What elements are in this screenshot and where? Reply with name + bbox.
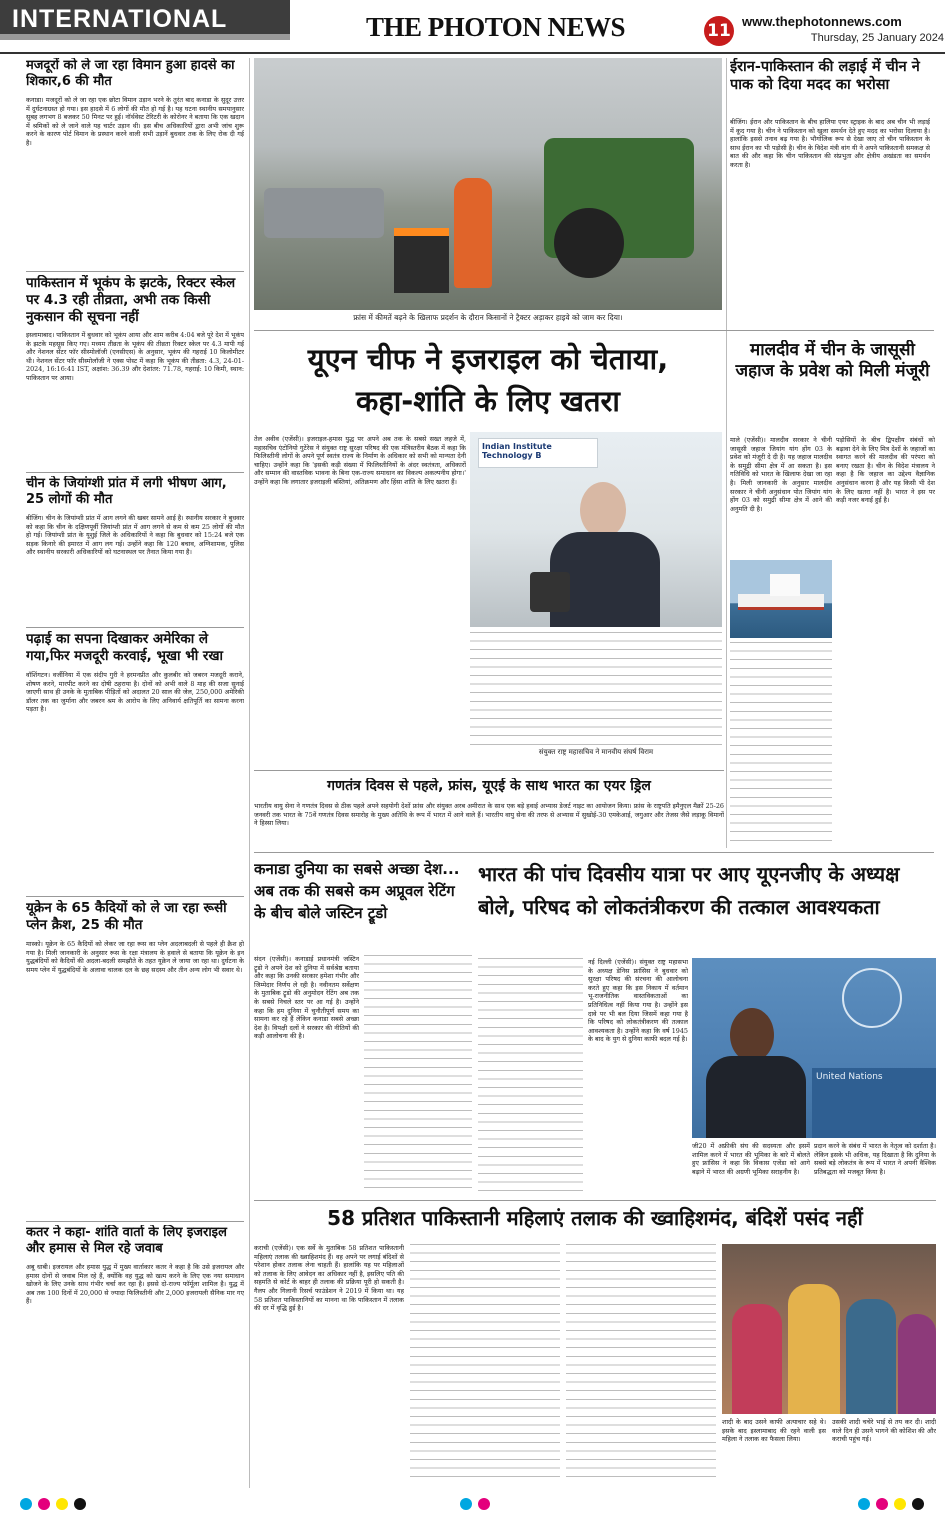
column-divider	[726, 338, 727, 848]
article-qatar-headline: कतर ने कहा- शांति वार्ता के लिए इजराइल और हमास से मिल रहे जवाब	[26, 1225, 227, 1257]
un-headline-line1: भारत की पांच दिवसीय यात्रा पर आए यूएनजीए के अध्यक्ष	[478, 862, 900, 886]
website-link[interactable]: www.thephotonnews.com	[742, 14, 902, 29]
speaker-head	[580, 482, 626, 538]
crowd-figure	[846, 1299, 896, 1414]
divider	[254, 330, 934, 331]
maldives-body-b: पड़ोसियों के बीच द्विपक्षीय संबंधों को बढ़ावा देने के लिए मित्र देशों के जहाजों का स्वागत करने की मालदीव की परंपरा को बनाए रखता है। चीन के विदेश मंत्रालय ने कहा है कि जहाज का उद्देश्य वैज्ञानिक अनुसंधान करना है और यह किसी भी देश के लिए खतरा नहीं है। भारत ने इस पर कड़ी नजर बनाई हुई है।	[836, 436, 935, 505]
column-divider	[249, 58, 250, 1488]
ship-hull	[738, 594, 824, 610]
registration-mark	[74, 1498, 86, 1510]
article-china-fire-body: बीजिंग। चीन के जियांग्शी प्रांत में आग लगने की खबर सामने आई है। स्थानीय सरकार ने बुधवार को कहा कि चीन के दक्षिणपूर्वी जियांग्शी प्रांत में आग लगने से कम से कम 25 लोगों की मौत हो गई। जियांग्शी प्रांत के यूशुई जिले के अधिकारियों ने कहा कि बुधवार को 15:24 बजे एक सड़क किनारे की इमारत में आग लग गई। उन्होंने कहा कि 120 बचाव, अग्निशामक, पुलिस और स्थानीय सरकारी अधिकारियों को घटनास्थल पर तैनात किया गया है।	[26, 514, 244, 557]
page-number-badge	[704, 16, 734, 46]
article-qatar-body: अबू धाबी। इजरायल और हमास युद्ध में मुख्य वार्ताकार कतर ने कहा है कि उसे इजरायल और हमास दोनों से जवाब मिल रहे हैं, क्योंकि वह युद्ध को खत्म करने के लिए एक नया समाधान खोजने के लिए उनके साथ गंभीर चर्चा कर रहा है। इससे दो-राज्य फॉर्मूला शामिल है। युद्ध में अब तक 100 दिनों में 20,000 से ज्यादा फिलिस्तीनी और 2,000 इजरायली सैनिक मार गए हैं।	[26, 1263, 244, 1306]
divider	[26, 271, 244, 272]
pak-women-body-lines	[410, 1244, 560, 1484]
article-russia-plane-body: मास्को। यूक्रेन के 65 कैदियों को लेकर जा रहा रूस का प्लेन अदलाबदली से पहले ही क्रैश हो गया है। मिली जानकारी के अनुसार रूस के रक्षा मंत्रालय के हवाले से बताया कि यूक्रेन के इन युद्धबंदियों को कैदियों की अदला-बदली समझौते के तहत यूक्रेन ले जाया जा रहा था। दुर्घटना के समय प्लेन में युद्धबंदियों के अलावा चालक दल के छह सदस्य और तीन अन्य लोग भी सवार थे।	[26, 940, 244, 974]
masthead-title: THE PHOTON NEWS	[366, 12, 626, 42]
pak-women-body-lines-2	[566, 1244, 716, 1484]
farmers-protest-caption: फ्रांस में कीमतें बढ़ने के खिलाफ प्रदर्शन के दौरान किसानों ने ट्रैक्टर अड़ाकर हाइवे को जाम कर दिया।	[353, 313, 623, 322]
protester-figure	[454, 178, 492, 288]
un-body-col1-lines	[478, 958, 583, 1195]
maldives-body-lines	[730, 642, 832, 842]
article-pak-quake-headline: पाकिस्तान में भूकंप के झटके, रिक्टर स्केल पर 4.3 रही तीव्रता, अभी तक किसी नुकसान की सूचना नहीं	[26, 275, 236, 325]
pakistani-women-photo	[722, 1244, 936, 1414]
article-pak-quake-body: इस्लामाबाद। पाकिस्तान में बुधवार को भूकंप आया और शाम करीब 4:04 बजे पूरे देश में भूकंप के झटके महसूस किए गए। मध्यम तीव्रता के भूकंप की तीव्रता रिक्टर स्केल पर 4.3 मापी गई और नेशनल सेंटर फॉर सीस्मोलॉजी (एनसीएस) के अनुसार, भूकंप की गहराई 10 किलोमीटर थी। नेशनल सेंटर फॉर सीस्मोलॉजी ने एक्स पोस्ट में कहा कि भूकंप की तीव्रता: 4.3, 24-01-2024, 16:16:41 IST, अक्षांश: 36.39 और देशांतर: 71.78, गहराई: 10 किमी, स्थान: पाकिस्तान पर आया।	[26, 331, 244, 382]
maldives-body-a: माले (एजेंसी)। मालदीव सरकार ने चीनी जासूसी जहाज जियांग यांग होंग 03 के प्रवेश को मंजूरी दे दी है। यह जहाज मालदीव के समुद्री सीमा क्षेत्र में आ सकता है। इस गतिविधि को भारत के खिलाफ देखा जा रहा है। मिली जानकारी के अनुसार मालदीव सरकार ने चीनी अनुसंधान पोत जियांग यांग होंग 03 को समुद्री सीमा क्षेत्र में आने की अनुमति दी है।	[730, 436, 832, 513]
print-registration-bar	[0, 1492, 945, 1516]
divider	[26, 896, 244, 897]
issue-date: Thursday, 25 January 2024	[810, 32, 944, 44]
podium-text: United Nations	[816, 1072, 883, 1082]
canada-headline-line2: अब तक की सबसे कम अप्रूवल रेटिंग	[254, 882, 455, 900]
air-drill-body: भारतीय वायु सेना ने गणतंत्र दिवस से ठीक पहले अपने सहयोगी देशों फ्रांस और संयुक्त अरब अमीरात के साथ एक बड़े हवाई अभ्यास डेजर्ट नाइट का आयोजन किया। फ्रांस के राष्ट्रपति इमैनुएल मैक्रों 25-26 जनवरी तक भारत के 75वें गणतंत्र दिवस समारोह के मुख्य अतिथि के रूप में भारत में आने वाले हैं। भारतीय वायु सेना की तरफ से अभ्यास में सुखोई-30 एमकेआई, जगुआर और तेजस जैसे लड़ाकू विमानों ने हिस्सा लिया।	[254, 802, 724, 828]
lead-headline-line1: यूएन चीफ ने इजराइल को चेताया,	[307, 342, 669, 376]
un-headline-line2: बोले, परिषद को लोकतंत्रीकरण की तत्काल आवश्यकता	[478, 895, 880, 919]
lead-headline	[254, 338, 722, 428]
divider	[254, 852, 934, 853]
banner-text: Indian Institute Technology B	[482, 442, 552, 460]
lead-headline-line2: कहा-शांति के लिए खतरा	[356, 384, 620, 418]
section-label: INTERNATIONAL	[12, 5, 228, 33]
un-president-headline	[478, 858, 936, 950]
article-china-fire-headline: चीन के जियांग्शी प्रांत में लगी भीषण आग, 25 लोगों की मौत	[26, 476, 227, 508]
canada-headline	[254, 858, 472, 948]
crowd-figure	[898, 1314, 936, 1414]
un-photo-caption: जी20 में अफ्रीकी संघ की सदस्यता और इसमें शामिल करने में भारत की भूमिका के बारे में बोलते हुए फ्रांसिस ने कहा कि विकास एजेंडा को आगे बढ़ाने में भारत की अग्रणी भूमिका सराहनीय है।	[692, 1142, 810, 1176]
lead-body-cont	[470, 632, 722, 762]
divider	[26, 472, 244, 473]
article-russia-plane-headline: यूक्रेन के 65 कैदियों को ले जा रहा रूसी प्लेन क्रैश, 25 की मौत	[26, 900, 227, 933]
iran-pak-china-headline: ईरान-पाकिस्तान की लड़ाई में चीन ने पाक को दिया मदद का भरोसा	[730, 59, 920, 94]
pak-women-body: कराची (एजेंसी)। एक सर्वे के मुताबिक 58 प्रतिशत पाकिस्तानी महिलाएं तलाक की ख्वाहिशमंद हैं। वह अपने पर लगाई बंदिशों से परेशान होकर तलाक लेना चाहती हैं। हालांकि यह पर महिलाओं को तलाक के लिए आवेदन का अधिकार नहीं है, इसलिए पति की सहमति से कोर्ट के बाहर ही तलाक की प्रक्रिया पूरी हो सकती है। गैलप और गिलानी रिसर्च फाउंडेशन ने 2019 में किया था। यह 58 प्रतिशत पाकिस्तानियों का मानना था कि पाकिस्तान में तलाक की दर में वृद्धि हुई है।	[254, 1244, 404, 1313]
guterres-caption: संयुक्त राष्ट्र महासचिव ने मानवीय संघर्ष विराम	[538, 748, 654, 756]
registration-mark	[38, 1498, 50, 1510]
registration-mark	[56, 1498, 68, 1510]
page-number: 11	[707, 21, 731, 41]
article-us-labour-body: वॉशिंगटन। वर्जीनिया में एक संदीप गुरी ने हरमनप्रीत और कुलबीर को जबरन मजदूरी कराने, शोषण करने, मारपीट करने का दोषी ठहराया है। दोनों को अभी वाले 8 माह की सजा सुनाई जाएगी साथ ही उनके के मुताबिक पीड़ितों को अदालत 20 साल की जेल, 250,000 अमेरिकी डॉलर तक का जुर्माना और जबरन श्रम के आरोप के लिए अनिवार्य क्षतिपूर्ति का सामना करना पड़ता है।	[26, 671, 244, 714]
canada-body-lines	[364, 955, 472, 1195]
registration-mark	[894, 1498, 906, 1510]
canada-headline-line3: के बीच बोले जस्टिन ट्रूडो	[254, 904, 388, 922]
speaker-suit	[706, 1056, 806, 1138]
parked-cars	[264, 188, 384, 238]
registration-mark	[20, 1498, 32, 1510]
institute-banner	[478, 438, 598, 468]
un-side-body: प्रदान करने के संबंध में भारत के नेतृत्व को दर्शाता है। लेकिन इसके भी अधिक, यह दिखाता है कि दुनिया के सबसे बड़े लोकतंत्र के रूप में भारत ने अपनी वैश्विक प्रतिबद्धता को मजबूत किया है।	[814, 1142, 936, 1176]
crowd-figure	[732, 1304, 782, 1414]
registration-mark	[858, 1498, 870, 1510]
microphone	[530, 572, 570, 612]
article-plane-crash-headline: मजदूरों को ले जा रहा विमान हुआ हादसे का शिकार,6 की मौत	[26, 58, 235, 90]
lead-body-text-lines	[470, 632, 722, 748]
iran-pak-china-body: बीजिंग। ईरान और पाकिस्तान के बीच हालिया एयर स्ट्राइक के बाद अब चीन भी लड़ाई में कूद गया है। चीन ने पाकिस्तान को खुला समर्थन देते हुए मदद का भरोसा दिलाया है। हालांकि इससे तनाव बढ़ गया है। भौगोलिक रूप से देखा जाए तो चीन पाकिस्तान के साथ ईरान का भी पड़ोसी है। चीन के विदेश मंत्री वांग यी ने अपने पाकिस्तानी समकक्ष से बात की और कहा कि चीन पाकिस्तान की संप्रभुता और क्षेत्रीय अखंडता का समर्थन करता है।	[730, 118, 930, 169]
registration-mark	[478, 1498, 490, 1510]
tractor-wheel	[554, 208, 624, 278]
un-president-photo	[692, 958, 936, 1138]
ship-tower	[770, 574, 800, 596]
divider	[26, 627, 244, 628]
header-rule	[0, 52, 945, 54]
section-banner	[0, 0, 290, 40]
chinese-ship-photo	[730, 560, 832, 638]
speaker-head	[730, 1008, 774, 1062]
divider	[254, 1200, 936, 1201]
pak-women-headline: 58 प्रतिशत पाकिस्तानी महिलाएं तलाक की ख्वाहिशमंद, बंदिशें पसंद नहीं	[327, 1206, 863, 1230]
guterres-photo	[470, 432, 722, 627]
un-president-body: नई दिल्ली (एजेंसी)। संयुक्त राष्ट्र महासभा के अध्यक्ष डेनिस फ्रांसिस ने बुधवार को सुरक्षा परिषद की संरचना की आलोचना करते हुए कहा कि इस निकाय में वर्तमान भू-राजनीतिक वास्तविकताओं का प्रतिनिधित्व नहीं किया गया है। उन्होंने इस दावे पर भी बल दिया जिसमें कहा गया है कि परिषद को लोकतंत्रीकरण की तत्काल आवश्यकता है। उन्होंने कहा कि वर्ष 1945 के बाद के युग से दुनिया काफी बदल गई है।	[588, 958, 688, 1044]
lead-body: तेल अवीव (एजेंसी)। इजराइल-हमास युद्ध पर अपने अब तक के सबसे सख्त लहजे में, महासचिव एंटोनियो गुटेरेस ने संयुक्त राष्ट्र सुरक्षा परिषद की एक मंत्रिस्तरीय बैठक में कहा कि फिलिस्तीनी लोगों के अपने पूर्ण स्वतंत्र राज्य के निर्माण के अधिकार को सभी को मान्यता देनी चाहिए। उन्होंने कहा कि 'इसकी कड़ी संख्या में फिलिस्तीनियों के अंदर स्वतंत्रता, अधिकारों और सम्मान की वास्तविक भावना के बिना एक-राज्य समाधान का विकल्प अकल्पनीय होगा।' उन्होंने कहा कि लगातार इजराइली बस्तियां, अतिक्रमण और हिंसा शांति के लिए खतरा हैं।	[254, 435, 466, 486]
crowd-figure	[788, 1284, 840, 1414]
air-drill-headline: गणतंत्र दिवस से पहले, फ्रांस, यूएई के साथ भारत का एयर ड्रिल	[327, 778, 651, 794]
divider	[26, 1221, 244, 1222]
burning-barrel	[394, 228, 449, 293]
pak-women-photo-caption: शादी के बाद उसने काफी अत्याचार सहे थे। इसके बाद इस्लामाबाद की रहने वाली इस महिला ने तलाक का फैसला लिया।	[722, 1418, 826, 1444]
un-podium	[812, 1068, 936, 1138]
masthead	[366, 12, 666, 44]
article-plane-crash-body: कनाडा। मजदूरों को ले जा रहा एक छोटा विमान उड़ान भरने के तुरंत बाद कनाडा के सुदूर उत्तर में दुर्घटनाग्रस्त हो गया। इस हादसे में 6 लोगों की मौत हो गई है। यह घटना स्थानीय समयानुसार सुबह लगभग 8 बजकर 50 मिनट पर हुई। नॉर्थवेस्ट टेरिटरी के कोरोनर ने बताया कि एक खदान में श्रमिकों को ले जाने वाले यह चार्टर उड़ान थी। इस बीच अधिकारियों द्वारा अभी जांच शुरू करने के कारण पोर्ट विमान के प्रस्थान करने वाली सभी उड़ानें बुधवार तक के लिए रोक दी गई है।	[26, 96, 244, 147]
farmers-protest-photo	[254, 58, 722, 310]
registration-mark	[460, 1498, 472, 1510]
maldives-headline: मालदीव में चीन के जासूसी जहाज के प्रवेश को मिली मंजूरी	[735, 340, 930, 382]
canada-body: संदन (एजेंसी)। कनाडाई प्रधानमंत्री जस्टिन ट्रूडो ने अपने देश को दुनिया में सर्वश्रेष्ठ बताया और कहा कि उनकी सरकार हमेशा गंभीर और जिम्मेदार निर्णय ले रही है। नवीनतम सर्वेक्षण के मुताबिक ट्रूडो की अनुमोदन रेटिंग अब तक के सबसे निचले स्तर पर आ गई है। उन्होंने कहा कि हम दुनिया में चुनौतीपूर्ण समय का सामना कर रहे हैं लेकिन कनाडा सबसे अच्छा देश है। विपक्षी दलों ने सरकार की नीतियों की कड़ी आलोचना की है।	[254, 955, 359, 1041]
divider	[254, 770, 724, 771]
pak-women-side-body: उसकी शादी चचेरे भाई से तय कर दी। शादी वाले दिन ही उसने भागने की कोशिश की और कराची पहुंच गई।	[832, 1418, 936, 1444]
article-us-labour-headline: पढ़ाई का सपना दिखाकर अमेरिका ले गया,फिर मजदूरी करवाई, भूखा भी रखा	[26, 631, 223, 664]
registration-mark	[912, 1498, 924, 1510]
left-column	[26, 58, 244, 1488]
canada-headline-line1: कनाडा दुनिया का सबसे अच्छा देश...	[254, 860, 460, 878]
column-divider	[726, 58, 727, 343]
un-emblem	[842, 968, 902, 1028]
registration-mark	[876, 1498, 888, 1510]
